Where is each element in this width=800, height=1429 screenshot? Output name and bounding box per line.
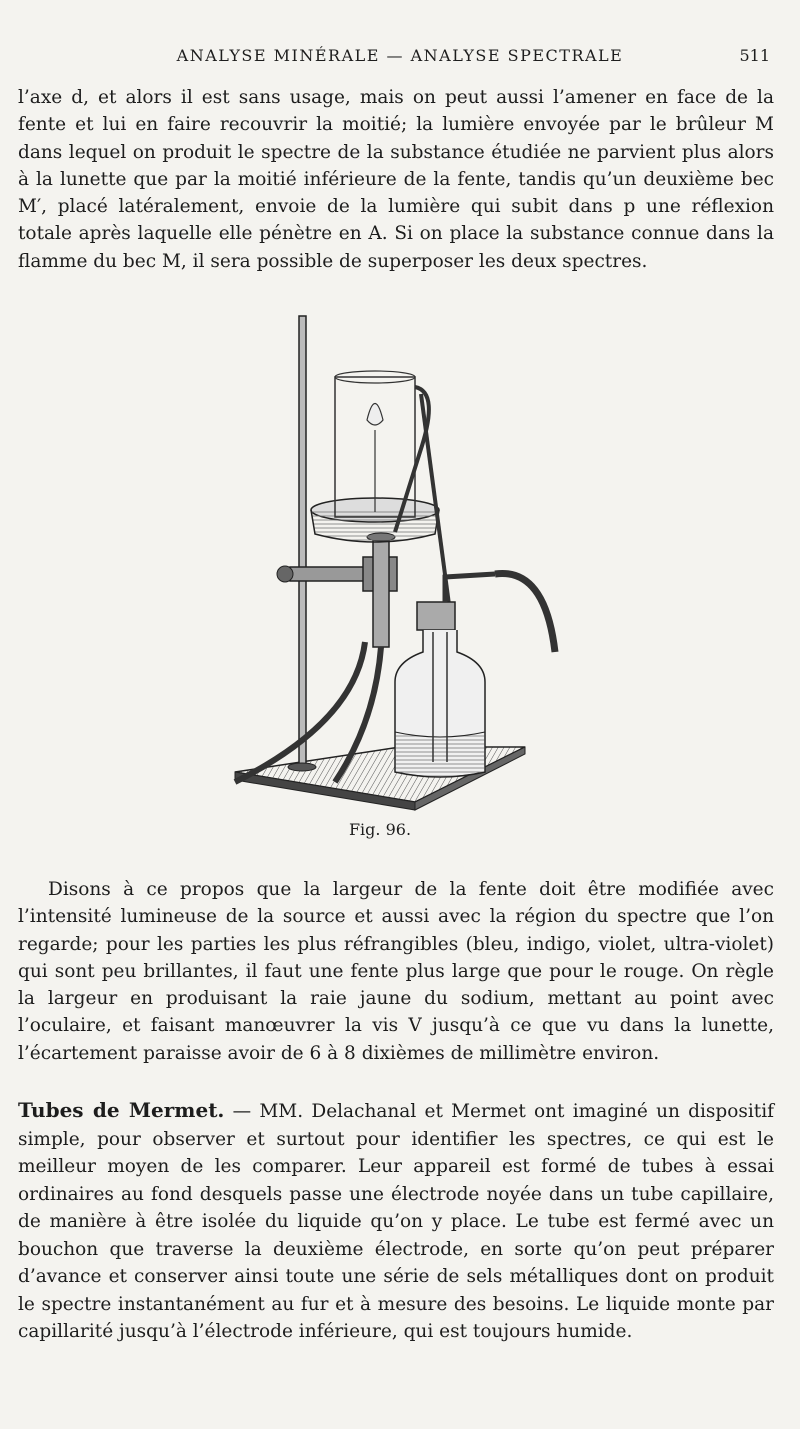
- paragraph-slit-width: Disons à ce propos que la largeur de la fente doit être modifiée avec l’intensité lumineuse de la source et aussi avec la région du spectre que l’on regarde; pour les parties les plus réfrangibles (bleu, indigo, violet, ultra-violet) qui sont peu brillantes, il faut une fente plus large que pour le rouge. On règle la largeur en produisant la raie jaune du sodium, mettant au point avec l’oculaire, et faisant manœuvrer la vis V jusqu’à ce que vu dans la lunette, l’écartement paraisse avoir de 6 à 8 dixièmes de millimètre environ.: [18, 879, 774, 1064]
- paragraph-mermet-tubes: [18, 1097, 774, 1346]
- figure-caption: Fig. 96.: [348, 820, 412, 839]
- figure-96-apparatus: [195, 302, 595, 839]
- flask: [395, 602, 485, 777]
- page-number: 511: [739, 46, 770, 65]
- glass-cylinder: [335, 371, 415, 517]
- side-hose: [445, 573, 555, 652]
- page-header: [0, 46, 800, 70]
- stand-rod: [288, 316, 316, 771]
- section-heading-mermet: Tubes de Mermet.: [18, 1098, 225, 1122]
- paragraph-slit-description: l’axe d, et alors il est sans usage, mais on peut aussi l’amener en face de la fente et lui en faire recouvrir la moitié; la lumière envoyée par le brûleur M dans lequel on produit le spectre de la substance étudiée ne parvient plus alors à la lunette que par la moitié inférieure de la fente, tandis qu’un deuxième bec M′, placé latéralement, envoie de la lumière qui subit dans p une réflexion totale après laquelle elle pénètre en A. Si on place la substance connue dans la flamme du bec M, il sera possible de superposer les deux spectres.: [18, 87, 774, 272]
- apparatus-illustration: [195, 302, 595, 814]
- paragraph-mermet-body: — MM. Delachanal et Mermet ont imaginé un dispositif simple, pour observer et surtout pour identifier les spectres, ce qui est le meilleur moyen de les comparer. Leur appareil est formé de tubes à essai ordinaires au fond desquels passe une électrode noyée dans un tube capillaire, de manière à être isolée du liquide qu’on y place. Le tube est fermé avec un bouchon que traverse la deuxième électrode, en sorte qu’on peut préparer d’avance et conserver ainsi toute une série de sels métalliques dont on produit le spectre instantanément au fur et à mesure des besoins. Le liquide monte par capillarité jusqu’à l’électrode inférieure, qui est toujours humide.: [18, 1101, 774, 1342]
- running-title: ANALYSE MINÉRALE — ANALYSE SPECTRALE: [176, 46, 624, 65]
